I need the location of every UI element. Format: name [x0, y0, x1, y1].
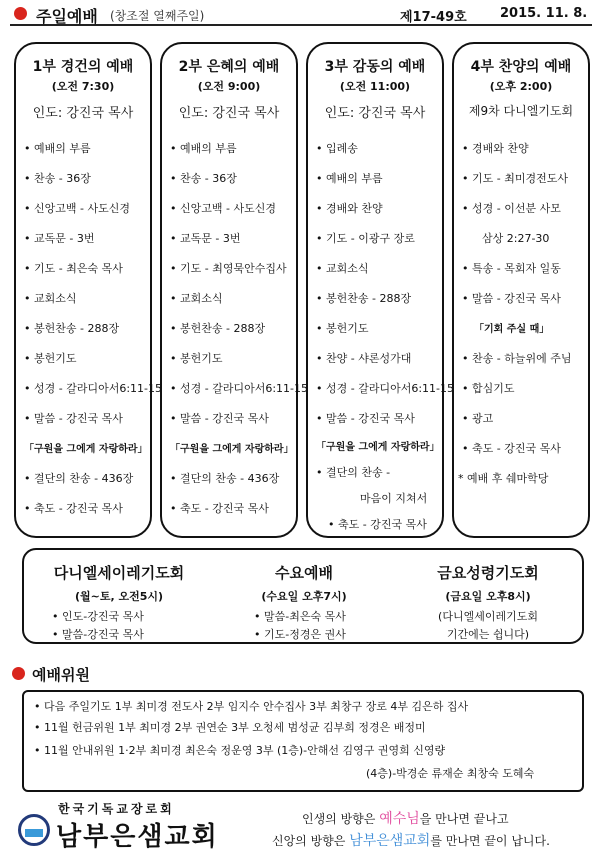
- order-item: • 성경 - 이선분 사모: [462, 202, 561, 215]
- order-item: • 찬송 - 36장: [170, 172, 237, 185]
- staff-row: • 11월 헌금위원 1부 최미경 2부 권연순 3부 오청세 범성균 김부희 정경은 배정미: [34, 721, 426, 734]
- order-item: • 합심기도: [462, 382, 515, 395]
- service-leader: 인도: 강진국 목사: [178, 106, 280, 121]
- service-name: 3부 감동의 예배: [324, 59, 426, 75]
- church-emblem-icon: [18, 814, 50, 846]
- weekday-time: (수요일 오후7시): [261, 590, 347, 603]
- page-title: 주일예배: [36, 7, 98, 26]
- order-item: • 기도 - 최미경전도사: [462, 172, 568, 185]
- order-item: • 축도 - 강진국 목사: [170, 502, 269, 515]
- weekday-time: (금요일 오후8시): [445, 590, 531, 603]
- slogan-text: 신앙의 방향은: [272, 834, 350, 848]
- weekday-line: • 기도-정경은 권사: [254, 628, 346, 641]
- order-item: • 봉헌기도: [24, 352, 77, 365]
- order-item: • 축도 - 강진국 목사: [24, 502, 123, 515]
- service-name: 1부 경건의 예배: [32, 59, 134, 75]
- staff-row: (4층)-박경순 류재순 최창숙 도혜숙: [366, 767, 535, 780]
- weekday-title: 수요예배: [275, 564, 333, 582]
- weekday-col-1: [24, 550, 214, 642]
- order-item: • 봉헌기도: [316, 322, 369, 335]
- weekday-line: • 말씀-강진국 목사: [52, 628, 144, 641]
- slogan-text: 를 만나면 끝이 납니다.: [430, 834, 550, 848]
- order-item: • 기도 - 이광구 장로: [316, 232, 415, 245]
- service-box-1: [14, 42, 162, 538]
- service-box-3: [306, 42, 454, 538]
- order-item: • 봉헌찬송 - 288장: [170, 322, 266, 335]
- order-item: • 교독문 - 3번: [24, 232, 95, 245]
- order-item: • 말씀 - 강진국 목사: [462, 292, 561, 305]
- slogan-text: 을 만나면 끝나고: [419, 812, 509, 826]
- order-item: • 성경 - 갈라디아서6:11-15: [316, 382, 454, 395]
- weekday-line: • 말씀-최은숙 목사: [254, 610, 346, 623]
- denomination-name: 한국기독교장로회: [58, 802, 175, 816]
- sermon-title: 「구원을 그에게 자랑하라」: [316, 442, 440, 453]
- order-item: • 찬양 - 샤론성가대: [316, 352, 412, 365]
- order-item: • 말씀 - 강진국 목사: [316, 412, 415, 425]
- weekday-line: • 인도-강진국 목사: [52, 610, 144, 623]
- slogan-highlight: 남부은샘교회: [349, 833, 431, 849]
- service-time: (오전 9:00): [197, 80, 261, 93]
- order-item: • 봉헌기도: [170, 352, 223, 365]
- page-subtitle: (창조절 열째주일): [110, 9, 205, 23]
- slogan-highlight: 예수님: [379, 811, 420, 827]
- service-name: 4부 찬양의 예배: [470, 59, 572, 75]
- section-title: 예배위원: [32, 666, 90, 684]
- order-item: • 결단의 찬송 - 436장: [24, 472, 134, 485]
- order-note: * 예배 후 쉐마학당: [458, 472, 549, 485]
- order-item: • 입례송: [316, 142, 358, 155]
- service-time: (오전 7:30): [51, 80, 115, 93]
- sermon-title: 「구원을 그에게 자랑하라」: [24, 444, 148, 455]
- service-leader: 제9차 다니엘기도회: [468, 104, 574, 118]
- order-item: • 축도 - 강진국 목사: [328, 518, 427, 531]
- weekday-col-2: [214, 550, 394, 642]
- slogan-text: 인생의 방향은: [302, 812, 380, 826]
- order-item: • 교회소식: [316, 262, 369, 275]
- order-item: • 경배와 찬양: [462, 142, 529, 155]
- service-time: (오전 11:00): [339, 80, 411, 93]
- order-item: • 예배의 부름: [170, 142, 237, 155]
- weekday-line: (다니엘세이레기도회: [438, 610, 538, 623]
- order-item: • 찬송 - 하늘위에 주님: [462, 352, 572, 365]
- order-item: • 축도 - 강진국 목사: [462, 442, 561, 455]
- order-item-cont: 마음이 지쳐서: [360, 492, 428, 505]
- service-leader: 인도: 강진국 목사: [324, 106, 426, 121]
- order-item: • 결단의 찬송 -: [316, 466, 391, 479]
- church-logo: [18, 800, 238, 852]
- order-item: • 찬송 - 36장: [24, 172, 91, 185]
- order-item: • 결단의 찬송 - 436장: [170, 472, 280, 485]
- order-item: • 교회소식: [24, 292, 77, 305]
- service-time: (오후 2:00): [489, 80, 553, 93]
- order-item: • 예배의 부름: [316, 172, 383, 185]
- service-name: 2부 은혜의 예배: [178, 59, 280, 75]
- staff-row: • 다음 주일기도 1부 최미경 전도사 2부 임지수 안수집사 3부 최창구 장로 4부 김은하 집사: [34, 700, 469, 713]
- staff-row: • 11월 안내위원 1·2부 최미경 최은숙 정운영 3부 (1층)-안해선 김영구 권영희 신영량: [34, 744, 446, 757]
- order-item: • 광고: [462, 412, 494, 425]
- order-item: • 봉헌찬송 - 288장: [316, 292, 412, 305]
- staff-box: [22, 690, 584, 792]
- order-item: • 예배의 부름: [24, 142, 91, 155]
- order-item: • 성경 - 갈라디아서6:11-15: [24, 382, 162, 395]
- order-item: • 성경 - 갈라디아서6:11-15: [170, 382, 308, 395]
- service-box-4: [452, 42, 590, 538]
- order-item: • 기도 - 최은숙 목사: [24, 262, 123, 275]
- order-item: • 특송 - 목회자 일동: [462, 262, 561, 275]
- issue-number: 제17-49호: [400, 10, 467, 25]
- slogan-line-2: [272, 830, 550, 850]
- service-box-2: [160, 42, 308, 538]
- service-leader: 인도: 강진국 목사: [32, 106, 134, 121]
- order-item: • 신앙고백 - 사도신경: [170, 202, 276, 215]
- weekday-title: 다니엘세이레기도회: [53, 564, 185, 582]
- order-item: • 신앙고백 - 사도신경: [24, 202, 130, 215]
- red-circle-icon: [14, 7, 27, 20]
- weekday-line: 기간에는 쉽니다): [446, 628, 530, 641]
- issue-date: 2015. 11. 8.: [500, 6, 588, 21]
- slogan-line-1: [302, 808, 509, 828]
- order-item: • 교독문 - 3번: [170, 232, 241, 245]
- weekday-time: (월~토, 오전5시): [74, 590, 164, 603]
- weekday-services-box: [22, 548, 584, 644]
- sermon-title: 「구원을 그에게 자랑하라」: [170, 444, 294, 455]
- red-circle-icon: [12, 667, 25, 680]
- sermon-title: 「기회 주실 때」: [474, 324, 550, 335]
- church-name: 남부은샘교회: [56, 822, 219, 852]
- weekday-col-3: [394, 550, 582, 642]
- order-item: • 경배와 찬양: [316, 202, 383, 215]
- order-item-cont: 삼상 2:27-30: [482, 232, 550, 245]
- header-bar: [10, 4, 592, 26]
- order-item: • 봉헌찬송 - 288장: [24, 322, 120, 335]
- order-item: • 기도 - 최영묵안수집사: [170, 262, 287, 275]
- order-item: • 말씀 - 강진국 목사: [170, 412, 269, 425]
- order-item: • 말씀 - 강진국 목사: [24, 412, 123, 425]
- weekday-title: 금요성령기도회: [437, 564, 539, 582]
- order-item: • 교회소식: [170, 292, 223, 305]
